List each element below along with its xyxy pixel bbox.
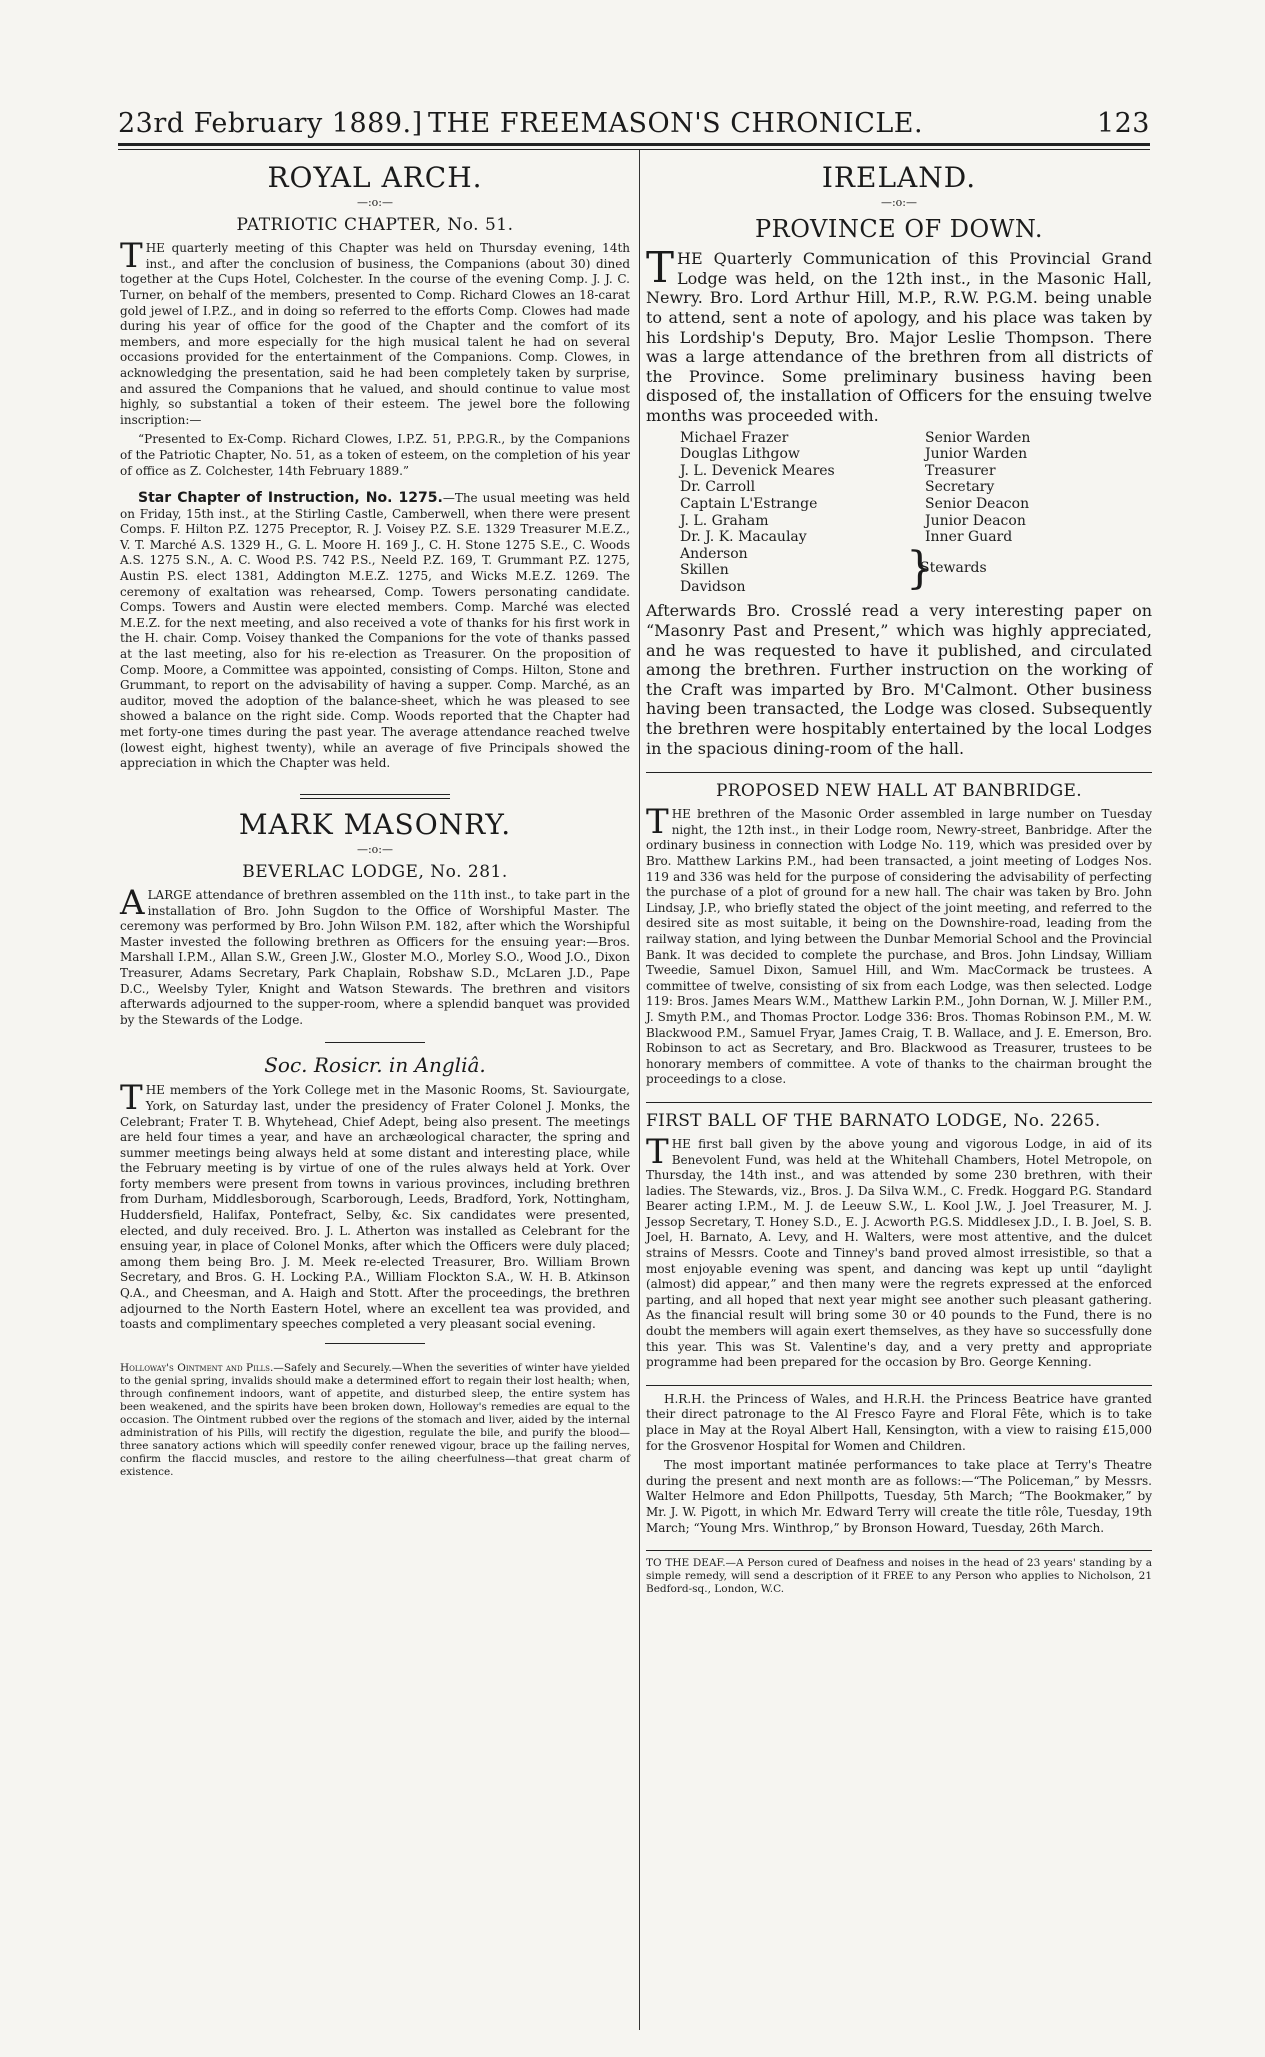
page-number: 123: [1096, 108, 1150, 139]
soc-rosicr-heading: Soc. Rosicr. in Angliâ.: [264, 1053, 486, 1078]
officer-row: [680, 463, 1152, 480]
officer-name: J. L. Devenick Meares: [680, 462, 835, 479]
issue-date: 23rd February 1889.]: [118, 108, 423, 139]
section-rule: [646, 772, 1152, 773]
beverlac-lodge-body: ALARGE attendance of brethren assembled on the 11th inst., to take part in the installation of Bro. John Sugdon to the Office of Worshipful Master. The ceremony was performed by Bro. John Wilson P.M. 182, after which the Worshipful Master invested the following brethren as Officers for the ensuing year:—Bros. Marshall I.P.M., Allan S.W., Green J.W., Gloster M.O., Morley S.O., Wood J.O., Dixon Treasurer, Adams Secretary, Park Chaplain, Robshaw S.D., McLaren J.D., Pape D.C., Weelsby Tyler, Knight and Watson Stewards. The brethren and visitors afterwards adjourned to the supper-room, where a splendid banquet was provided by the Stewards of the Lodge.: [120, 882, 630, 1027]
section-rule: [646, 1102, 1152, 1103]
province-of-down-heading: PROVINCE OF DOWN.: [755, 215, 1043, 244]
steward-name: Skillen: [680, 562, 729, 579]
officer-office: Senior Deacon: [925, 495, 1030, 512]
officer-row: [680, 446, 1152, 463]
officer-row: [680, 496, 1152, 513]
section-divider: [325, 1042, 425, 1043]
section-rule: [646, 1385, 1152, 1386]
masthead-rule-thick: [118, 143, 1150, 146]
stewards-label: Stewards: [920, 559, 987, 576]
officer-office: Treasurer: [925, 462, 996, 479]
column-divider: [639, 150, 640, 2030]
barnato-heading: FIRST BALL OF THE BARNATO LODGE, No. 2265.: [646, 1110, 1101, 1131]
patriotic-chapter-inscription: “Presented to Ex-Comp. Richard Clowes, I.P.Z. 51, P.P.G.R., by the Companions of the Patriotic Chapter, No. 51, as a token of esteem, on the completion of his year of office as Z. Colchester, 14th February 1889.”: [120, 432, 630, 478]
holloway-advert: [120, 1362, 630, 1479]
officer-row: [680, 430, 1152, 447]
right-column: [646, 158, 1152, 1600]
patriotic-chapter-body: THE quarterly meeting of this Chapter was held on Thursday evening, 14th inst., and after the conclusion of business, the Companions (about 30) dined together at the Cups Hotel, Colchester. In the course of the evening Comp. J. J. C. Turner, on behalf of the members, presented to Comp. Richard Clowes an 18-carat gold jewel of I.P.Z., and in doing so referred to the efforts Comp. Clowes had made during his year of office for the good of the Chapter and the comfort of its members, and more especially for the high musical talent he had on several occasions provided for the entertainment of the Companions. Comp. Clowes, in acknowledging the presentation, said he had been completely taken by surprise, and assured the Companions that he valued, and should continue to value most highly, so substantial a token of their esteem. The jewel bore the following inscription:—: [120, 236, 630, 427]
officer-row: [680, 479, 1152, 496]
steward-name: Anderson: [680, 545, 748, 562]
ornament: —:o:—: [880, 196, 918, 210]
holloway-advert-lead: Holloway's Ointment and Pills.: [120, 1361, 274, 1374]
section-divider: [325, 1343, 425, 1344]
officer-name: J. L. Graham: [680, 512, 769, 529]
ornament: —:o:—: [356, 196, 394, 210]
province-of-down-intro: THE Quarterly Communication of this Provincial Grand Lodge was held, on the 12th inst., in the Masonic Hall, Newry. Bro. Lord Arthur Hill, M.P., R.W. P.G.M. being unable to attend, sent a note of apology, and his place was taken by his Lordship's Deputy, Bro. Major Leslie Thompson. There was a large attendance of the brethren from all districts of the Province. Some preliminary business having been disposed of, the installation of Officers for the ensuing twelve months was proceeded with.: [646, 243, 1152, 425]
officer-name: Douglas Lithgow: [680, 446, 800, 463]
left-column: [120, 158, 630, 1483]
section-rule: [646, 1550, 1152, 1551]
banbridge-heading: PROPOSED NEW HALL AT BANBRIDGE.: [716, 781, 1082, 802]
beverlac-lodge-heading: BEVERLAC LODGE, No. 281.: [242, 861, 508, 882]
masthead: [118, 108, 1150, 140]
officer-row: [680, 513, 1152, 530]
princess-paragraph: H.R.H. the Princess of Wales, and H.R.H. the Princess Beatrice have granted their direct patronage to the Al Fresco Fayre and Floral Fête, which is to take place in May at the Royal Albert Hall, Kensington, with a view to raising £15,000 for the Grosvenor Hospital for Women and Children.: [646, 1391, 1152, 1453]
banbridge-body: THE brethren of the Masonic Order assembled in large number on Tuesday night, the 12th inst., in their Lodge room, Newry-street, Banbridge. After the ordinary business in connection with Lodge No. 119, which was presided over by Bro. Matthew Larkins P.M., had been transacted, a joint meeting of Lodges Nos. 119 and 336 was held for the purpose of considering the advisability of perfecting the purchase of a plot of ground for a new hall. The chair was taken by Bro. John Lindsay, J.P., who briefly stated the object of the joint meeting, and referred to the desired site as most suitable, it being on the Downshire-road, leading from the railway station, and lying between the Dunbar Memorial School and the Provincial Bank. It was decided to complete the purchase, and Bros. John Lindsay, William Tweedie, Samuel Dixon, Samuel Hill, and Wm. MacCormack be trustees. A committee of twelve, consisting of six from each Lodge, was then selected. Lodge 119: Bros. James Mears W.M., Matthew Larkin P.M., John Dornan, W. J. Miller P.M., J. Smyth P.M., and Thomas Proctor. Lodge 336: Bros. Thomas Robinson P.M., M. W. Blackwood P.M., Samuel Fryar, James Craig, T. B. Wallace, and J. E. Emerson, Bro. Robinson to act as Secretary, and Bro. Blackwood as Treasurer, trustees to be honorary members of committee. A vote of thanks to the chairman brought the proceedings to a close.: [646, 802, 1152, 1087]
ornament: —:o:—: [356, 842, 394, 856]
star-chapter-paragraph: [120, 491, 630, 772]
royal-arch-heading: ROYAL ARCH.: [267, 161, 483, 194]
officer-office: Junior Warden: [925, 446, 1028, 463]
officer-name: Dr. J. K. Macaulay: [680, 529, 807, 546]
officer-name: Michael Frazer: [680, 429, 789, 446]
holloway-advert-body: —Safely and Securely.—When the severities of winter have yielded to the genial spring, invalids should make a determined effort to regain their lost health; when, through confinement indoors, want of appetite, and disturbed sleep, the entire system has been weakened, and the spirits have been broken down, Holloway's remedies are equal to the occasion. The Ointment rubbed over the regions of the stomach and liver, aided by the internal administration of his Pills, will rectify the digestion, regulate the bile, and purify the blood—three sanatory actions which will speedily confer renewed vigour, brace up the failing nerves, confirm the flaccid muscles, and restore to the ailing cheerfulness—that great charm of existence.: [120, 1361, 631, 1478]
star-chapter-title: Star Chapter of Instruction, No. 1275.: [138, 490, 443, 507]
officer-office: Inner Guard: [925, 529, 1013, 546]
terry-theatre-paragraph: The most important matinée performances to take place at Terry's Theatre during the present and next month are as follows:—“The Policeman,” by Messrs. Walter Helmore and Edon Phillpotts, Tuesday, 5th March; “The Bookmaker,” by Mr. J. W. Pigott, in which Mr. Edward Terry will create the title rôle, Tuesday, 19th March; “Young Mrs. Winthrop,” by Bronson Howard, Tuesday, 26th March.: [646, 1458, 1152, 1535]
officer-office: Junior Deacon: [925, 512, 1026, 529]
patriotic-chapter-heading: PATRIOTIC CHAPTER, No. 51.: [236, 215, 514, 236]
deaf-advert: [646, 1557, 1152, 1596]
star-chapter-body: —The usual meeting was held on Friday, 15th inst., at the Stirling Castle, Camberwell, when there were present Comps. F. Hilton P.Z. 1275 Preceptor, R. J. Voisey P.Z. S.E. 1329 Treasurer M.E.Z., V. T. Marché A.S. 1329 H., G. L. Moore H. 169 J., C. H. Stone 1275 S.E., C. Woods A.S. 1275 S.N., A. C. Wood P.S. 742 P.S., Neeld P.Z. 169, T. Grummant P.Z. 1275, Austin P.S. elect 1381, Addington M.E.Z. 1275, and Wicks M.E.Z. 1269. The ceremony of exaltation was rehearsed, Comp. Towers personating candidate. Comps. Towers and Austin were elected members. Comp. Marché was elected M.E.Z. for the next meeting, and also received a vote of thanks for his first work in the H. chair. Comp. Voisey thanked the Companions for the vote of thanks passed at the last meeting, also for his re-election as Treasurer. On the proposition of Comp. Moore, a Committee was appointed, consisting of Comps. Hilton, Stone and Grummant, to report on the advisability of having a supper. Comp. Marché, as an auditor, moved the adoption of the balance-sheet, which he was pleased to see showed a balance on the right side. Comp. Woods reported that the Chapter had met forty-one times during the past year. The average attendance reached twelve (lowest eight, highest twenty), while an average of five Principals showed the appreciation in which the Chapter was held.: [120, 491, 630, 771]
province-of-down-outro: Afterwards Bro. Crosslé read a very interesting paper on “Masonry Past and Present,” which was highly appreciated, and he was requested to have it published, and circulated among the brethren. Further instruction on the working of the Craft was imparted by Bro. M'Calmont. Other business having been transacted, the Lodge was closed. Subsequently the brethren were hospitably entertained by the local Lodges in the spacious dining-room of the hall.: [646, 601, 1152, 758]
officer-name: Dr. Carroll: [680, 479, 756, 496]
brace-glyph: }: [906, 542, 934, 594]
section-divider: [300, 794, 450, 799]
officer-office: Secretary: [925, 479, 995, 496]
mark-masonry-heading: MARK MASONRY.: [238, 807, 512, 841]
ireland-heading: IRELAND.: [821, 161, 977, 194]
soc-rosicr-body: THE members of the York College met in the Masonic Rooms, St. Saviourgate, York, on Saturday last, under the presidency of Frater Colonel J. Monks, the Celebrant; Frater T. B. Whytehead, Chief Adept, being also present. The meetings are held four times a year, and have an archæological character, the spring and summer meetings being always held at some distant and interesting place, while the February meeting is by virtue of one of the rules always held at York. Over forty members were present from towns in various provinces, including brethren from Durham, Middlesborough, Scarborough, Leeds, Bradford, York, Nottingham, Huddersfield, Halifax, Pontefract, Selby, &c. Six candidates were presented, elected, and duly received. Bro. J. L. Atherton was installed as Celebrant for the ensuing year, in place of Colonel Monks, after which the Officers were duly placed; among them being Bro. J. M. Meek re-elected Treasurer, Bro. William Brown Secretary, and Bros. G. H. Locking P.A., William Flockton S.A., W. H. B. Atkinson Q.A., and Cheesman, and A. Haigh and Stott. After the proceedings, the brethren adjourned to the North Eastern Hotel, where an excellent tea was provided, and toasts and complimentary speeches completed a very pleasant social evening.: [120, 1078, 630, 1332]
steward-name: Davidson: [680, 578, 746, 595]
officers-list: [680, 430, 1152, 596]
barnato-body: THE first ball given by the above young and vigorous Lodge, in aid of its Benevolent Fund, was held at the Whitehall Chambers, Hotel Metropole, on Thursday, the 14th inst., and was attended by some 230 brethren, with their ladies. The Stewards, viz., Bros. J. Da Silva W.M., C. Fredk. Hoggard P.G. Standard Bearer acting I.P.M., M. J. de Leeuw S.W., L. Kool J.W., J. Joel Treasurer, M. J. Jessop Secretary, T. Honey S.D., E. J. Acworth P.G.S. Middlesex J.D., I. B. Joel, S. B. Joel, H. Barnato, A. Levy, and H. Walters, were most attentive, and the dulcet strains of Messrs. Coote and Tinney's band proved almost irresistible, so that a most enjoyable evening was spent, and dancing was kept up until “daylight (almost) did appear,” and then many were the regrets expressed at the enforced parting, and all hoped that next year might see another such pleasant gathering. As the financial result will bring some 30 or 40 pounds to the Fund, there is no doubt the members will again exert themselves, as they have so successfully done this year. This was St. Valentine's day, and a very pretty and appropriate programme had been prepared for the occasion by Bro. George Kenning.: [646, 1131, 1152, 1370]
deaf-advert-lead: TO THE DEAF.: [646, 1557, 726, 1570]
stewards-group: [680, 542, 1152, 596]
masthead-rule-thin: [118, 149, 1150, 150]
publication-title: THE FREEMASON'S CHRONICLE.: [428, 108, 924, 139]
officer-office: Senior Warden: [925, 429, 1031, 446]
officer-name: Captain L'Estrange: [680, 495, 818, 512]
deaf-advert-body: —A Person cured of Deafness and noises in the head of 23 years' standing by a simple remedy, will send a description of it FREE to any Person who applies to Nicholson, 21 Bedford-sq., London, W.C.: [646, 1557, 1152, 1596]
